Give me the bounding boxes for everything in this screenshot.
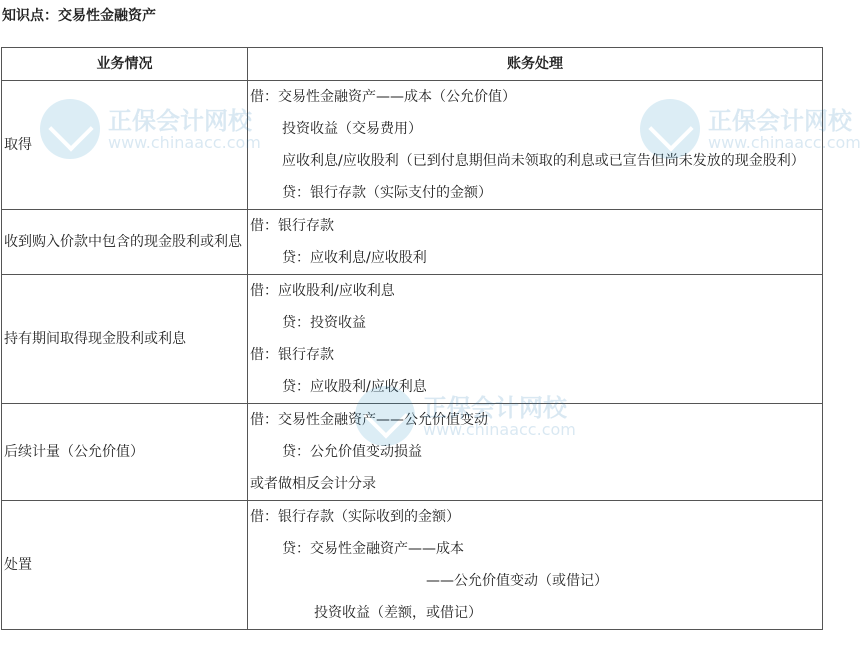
accounting-table (1, 47, 823, 630)
watermark-url: www.chinaacc.com (108, 133, 261, 152)
journal-entry-line: 贷：交易性金融资产——成本 (282, 541, 464, 557)
watermark-url: www.chinaacc.com (708, 133, 861, 152)
page-title: 知识点：交易性金融资产 (2, 8, 156, 24)
journal-entry-cell (248, 404, 823, 501)
journal-entry-line: 投资收益（交易费用） (282, 121, 422, 137)
table-row (2, 210, 823, 275)
journal-entry-cell (248, 210, 823, 275)
journal-entry-cell (248, 81, 823, 210)
journal-entry-line: 借：银行存款（实际收到的金额） (250, 509, 460, 525)
header-accounting-treatment: 账务处理 (248, 48, 823, 81)
journal-entry-cell (248, 501, 823, 630)
journal-entry-line: 贷：银行存款（实际支付的金额） (282, 185, 492, 201)
journal-entry-line: 投资收益（差额，或借记） (314, 605, 482, 621)
watermark-text: 正保会计网校 (108, 107, 252, 135)
journal-entry-line: 借：应收股利/应收利息 (250, 283, 395, 299)
journal-entry-line: 贷：应收股利/应收利息 (282, 379, 427, 395)
table-row (2, 501, 823, 630)
journal-entry-line: 借：交易性金融资产——成本（公允价值） (250, 89, 516, 105)
table-row (2, 275, 823, 404)
journal-entry-line: 贷：公允价值变动损益 (282, 444, 422, 460)
business-case-cell: 后续计量（公允价值） (2, 404, 248, 501)
journal-entry-cell (248, 275, 823, 404)
journal-entry-line: 贷：应收利息/应收股利 (282, 250, 427, 266)
journal-entry-line: 借：交易性金融资产——公允价值变动 (250, 412, 488, 428)
business-case-cell: 收到购入价款中包含的现金股利或利息 (2, 210, 248, 275)
journal-entry-line: ——公允价值变动（或借记） (426, 573, 608, 589)
business-case-cell: 持有期间取得现金股利或利息 (2, 275, 248, 404)
journal-entry-line: 贷：投资收益 (282, 315, 366, 331)
watermark-text: 正保会计网校 (708, 107, 852, 135)
journal-entry-line: 借：银行存款 (250, 218, 334, 234)
business-case-cell: 取得 (2, 81, 248, 210)
journal-entry-line: 或者做相反会计分录 (250, 476, 376, 492)
table-row (2, 404, 823, 501)
table-header-row (2, 48, 823, 81)
journal-entry-line: 应收利息/应收股利（已到付息期但尚未领取的利息或已宣告但尚未发放的现金股利） (282, 153, 805, 169)
journal-entry-line: 借：银行存款 (250, 347, 334, 363)
business-case-cell: 处置 (2, 501, 248, 630)
header-business-case: 业务情况 (2, 48, 248, 81)
table-row (2, 81, 823, 210)
watermark-text: 正保会计网校 (423, 394, 567, 422)
watermark-url: www.chinaacc.com (423, 420, 576, 439)
